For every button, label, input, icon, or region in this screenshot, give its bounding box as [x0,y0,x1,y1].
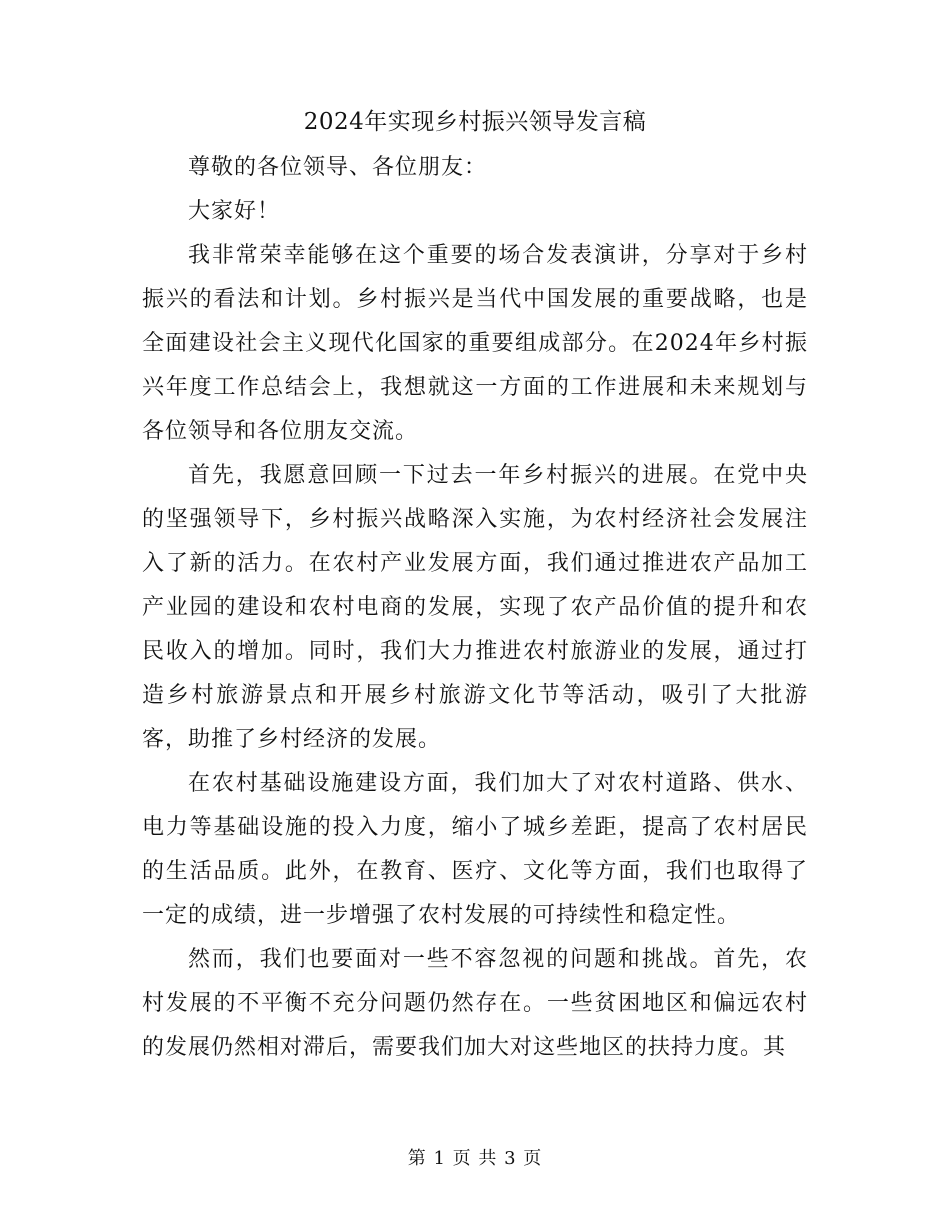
paragraph-salutation: 尊敬的各位领导、各位朋友： [188,155,488,180]
document-body [142,100,808,1070]
paragraph-infrastructure: 在农村基础设施建设方面，我们加大了对农村道路、供水、电力等基础设施的投入力度，缩小了城乡差距，提高了农村居民的生活品质。此外，在教育、医疗、文化等方面，我们也取得了一定的成绩，进一步增强了农村发展的可持续性和稳定性。 [142,771,808,928]
paragraph-review: 首先，我愿意回顾一下过去一年乡村振兴的进展。在党中央的坚强领导下，乡村振兴战略深入实施，为农村经济社会发展注入了新的活力。在农村产业发展方面，我们通过推进农产品加工产业园的建设和农村电商的发展，实现了农产品价值的提升和农民收入的增加。同时，我们大力推进农村旅游业的发展，通过打造乡村旅游景点和开展乡村旅游文化节等活动，吸引了大批游客，助推了乡村经济的发展。 [142,463,808,752]
page-number-footer: 第 1 页 共 3 页 [407,1148,543,1169]
paragraph-challenges: 然而，我们也要面对一些不容忽视的问题和挑战。首先，农村发展的不平衡不充分问题仍然存在。一些贫困地区和偏远农村的发展仍然相对滞后，需要我们加大对这些地区的扶持力度。其 [142,947,808,1060]
document-title: 2024年实现乡村振兴领导发言稿 [303,109,647,135]
paragraph-intro: 我非常荣幸能够在这个重要的场合发表演讲，分享对于乡村振兴的看法和计划。乡村振兴是当代中国发展的重要战略，也是全面建设社会主义现代化国家的重要组成部分。在2024年乡村振兴年度工作总结会上，我想就这一方面的工作进展和未来规划与各位领导和各位朋友交流。 [142,243,808,444]
paragraph-greeting: 大家好！ [188,199,281,224]
